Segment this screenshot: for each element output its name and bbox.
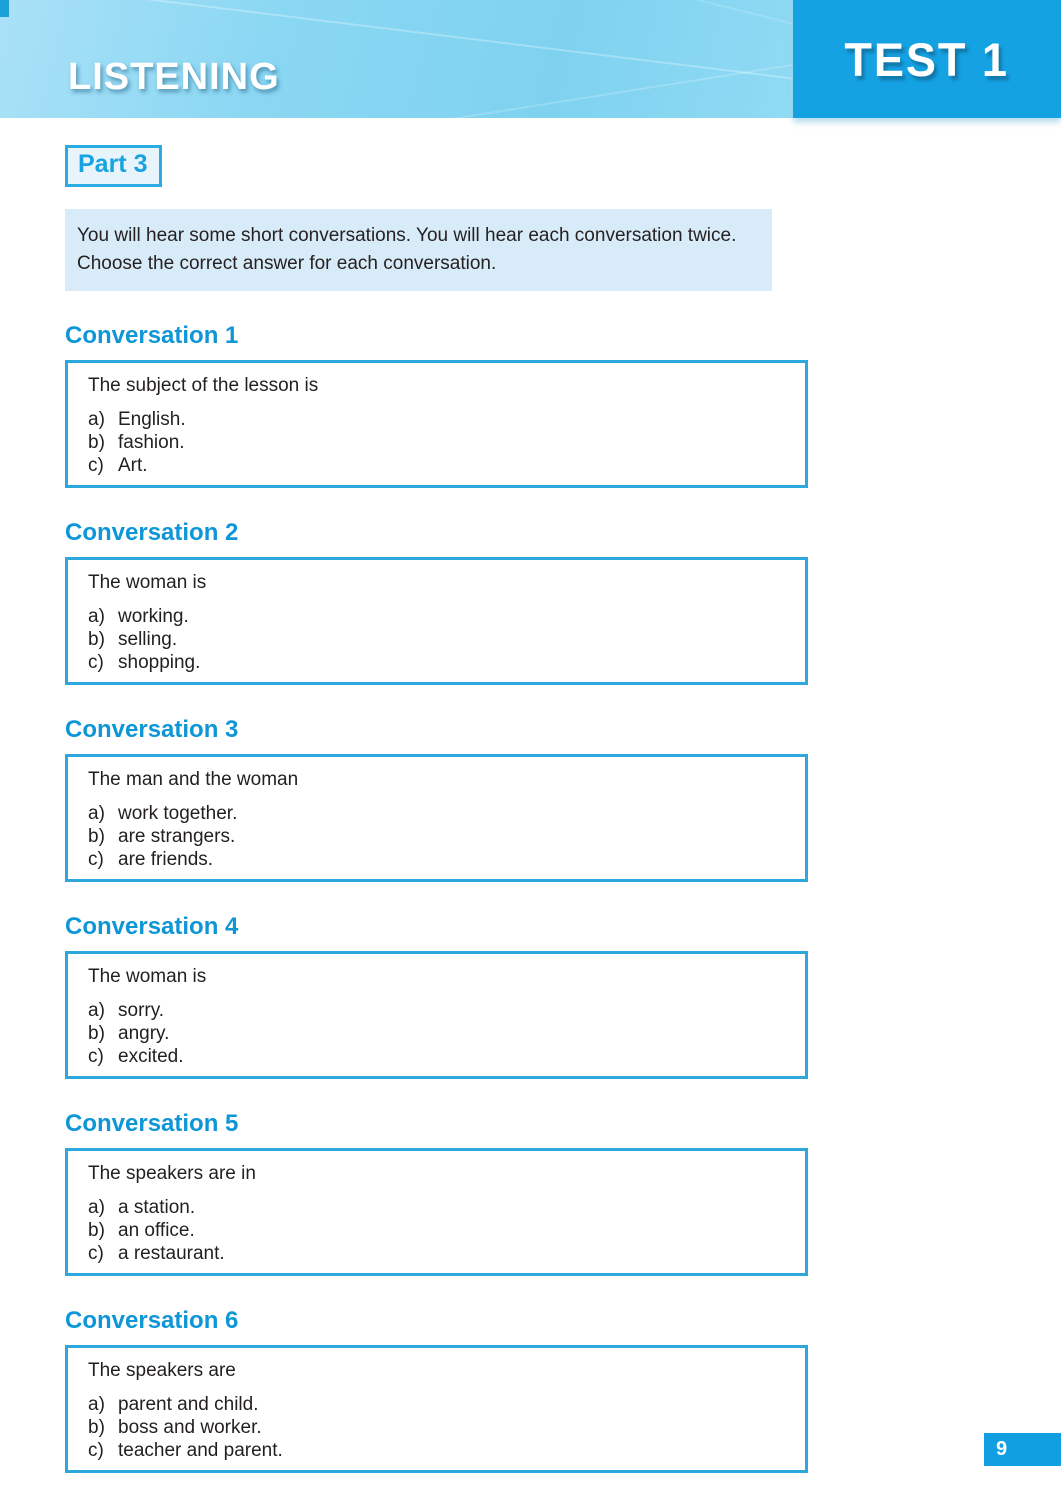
option-letter: b) (88, 432, 105, 453)
listening-header-banner (0, 0, 793, 118)
option-letter: a) (88, 1197, 105, 1218)
question-stem: The woman is (88, 966, 207, 987)
conversation-block-4 (65, 913, 808, 1079)
option-b (88, 628, 785, 651)
option-text: excited. (118, 1046, 184, 1067)
conversation-heading: Conversation 2 (65, 519, 239, 546)
option-text: shopping. (118, 652, 201, 673)
option-a (88, 802, 785, 825)
question-box (65, 1345, 808, 1473)
option-letter: b) (88, 629, 105, 650)
option-letter: c) (88, 1243, 104, 1264)
option-text: work together. (118, 803, 238, 824)
option-letter: a) (88, 803, 105, 824)
option-text: an office. (118, 1220, 195, 1241)
conversation-heading: Conversation 1 (65, 322, 239, 349)
option-text: angry. (118, 1023, 170, 1044)
option-c (88, 848, 785, 871)
instructions-box (65, 209, 772, 291)
option-a (88, 605, 785, 628)
option-b (88, 1022, 785, 1045)
option-letter: c) (88, 652, 104, 673)
option-a (88, 1196, 785, 1219)
option-b (88, 825, 785, 848)
conversation-heading: Conversation 4 (65, 913, 239, 940)
banner-light-streak (313, 0, 793, 118)
conversation-heading: Conversation 6 (65, 1307, 239, 1334)
option-text: Art. (118, 455, 148, 476)
option-text: are friends. (118, 849, 214, 870)
option-b (88, 431, 785, 454)
conversation-block-5 (65, 1110, 808, 1276)
option-letter: c) (88, 455, 104, 476)
conversation-block-1 (65, 322, 808, 488)
option-text: English. (118, 409, 186, 430)
conversation-block-6 (65, 1307, 808, 1473)
option-b (88, 1219, 785, 1242)
option-text: boss and worker. (118, 1417, 262, 1438)
option-letter: c) (88, 1440, 104, 1461)
option-letter: b) (88, 826, 105, 847)
option-text: sorry. (118, 1000, 165, 1021)
option-a (88, 999, 785, 1022)
conversation-block-3 (65, 716, 808, 882)
option-letter: b) (88, 1023, 105, 1044)
option-text: selling. (118, 629, 178, 650)
option-c (88, 1439, 785, 1462)
page-content (65, 118, 808, 1473)
conversation-heading: Conversation 5 (65, 1110, 239, 1137)
instructions-line-2: Choose the correct answer for each conversation. (77, 253, 497, 274)
option-letter: b) (88, 1417, 105, 1438)
option-c (88, 1242, 785, 1265)
question-box (65, 754, 808, 882)
option-a (88, 1393, 785, 1416)
option-letter: c) (88, 849, 104, 870)
option-letter: a) (88, 1394, 105, 1415)
section-title: LISTENING (68, 56, 280, 98)
option-letter: c) (88, 1046, 104, 1067)
part-badge: Part 3 (65, 145, 162, 187)
page-number: 9 (996, 1438, 1008, 1460)
test-number-label: TEST 1 (844, 32, 1010, 86)
option-letter: a) (88, 409, 105, 430)
option-letter: a) (88, 606, 105, 627)
option-text: teacher and parent. (118, 1440, 283, 1461)
question-stem: The subject of the lesson is (88, 375, 319, 396)
question-box (65, 951, 808, 1079)
option-c (88, 1045, 785, 1068)
question-stem: The woman is (88, 572, 207, 593)
conversation-block-2 (65, 519, 808, 685)
corner-mark (0, 0, 9, 17)
test-number-box (793, 0, 1061, 118)
question-box (65, 360, 808, 488)
question-box (65, 557, 808, 685)
page-number-tab (984, 1433, 1061, 1466)
option-c (88, 651, 785, 674)
option-text: fashion. (118, 432, 185, 453)
option-text: working. (118, 606, 189, 627)
option-text: are strangers. (118, 826, 236, 847)
question-stem: The speakers are in (88, 1163, 256, 1184)
option-c (88, 454, 785, 477)
option-letter: b) (88, 1220, 105, 1241)
question-box (65, 1148, 808, 1276)
conversation-heading: Conversation 3 (65, 716, 239, 743)
option-a (88, 408, 785, 431)
question-stem: The speakers are (88, 1360, 236, 1381)
question-stem: The man and the woman (88, 769, 299, 790)
option-text: a restaurant. (118, 1243, 225, 1264)
option-text: parent and child. (118, 1394, 259, 1415)
option-text: a station. (118, 1197, 196, 1218)
instructions-line-1: You will hear some short conversations. You will hear each conversation twice. (77, 225, 737, 246)
option-letter: a) (88, 1000, 105, 1021)
option-b (88, 1416, 785, 1439)
